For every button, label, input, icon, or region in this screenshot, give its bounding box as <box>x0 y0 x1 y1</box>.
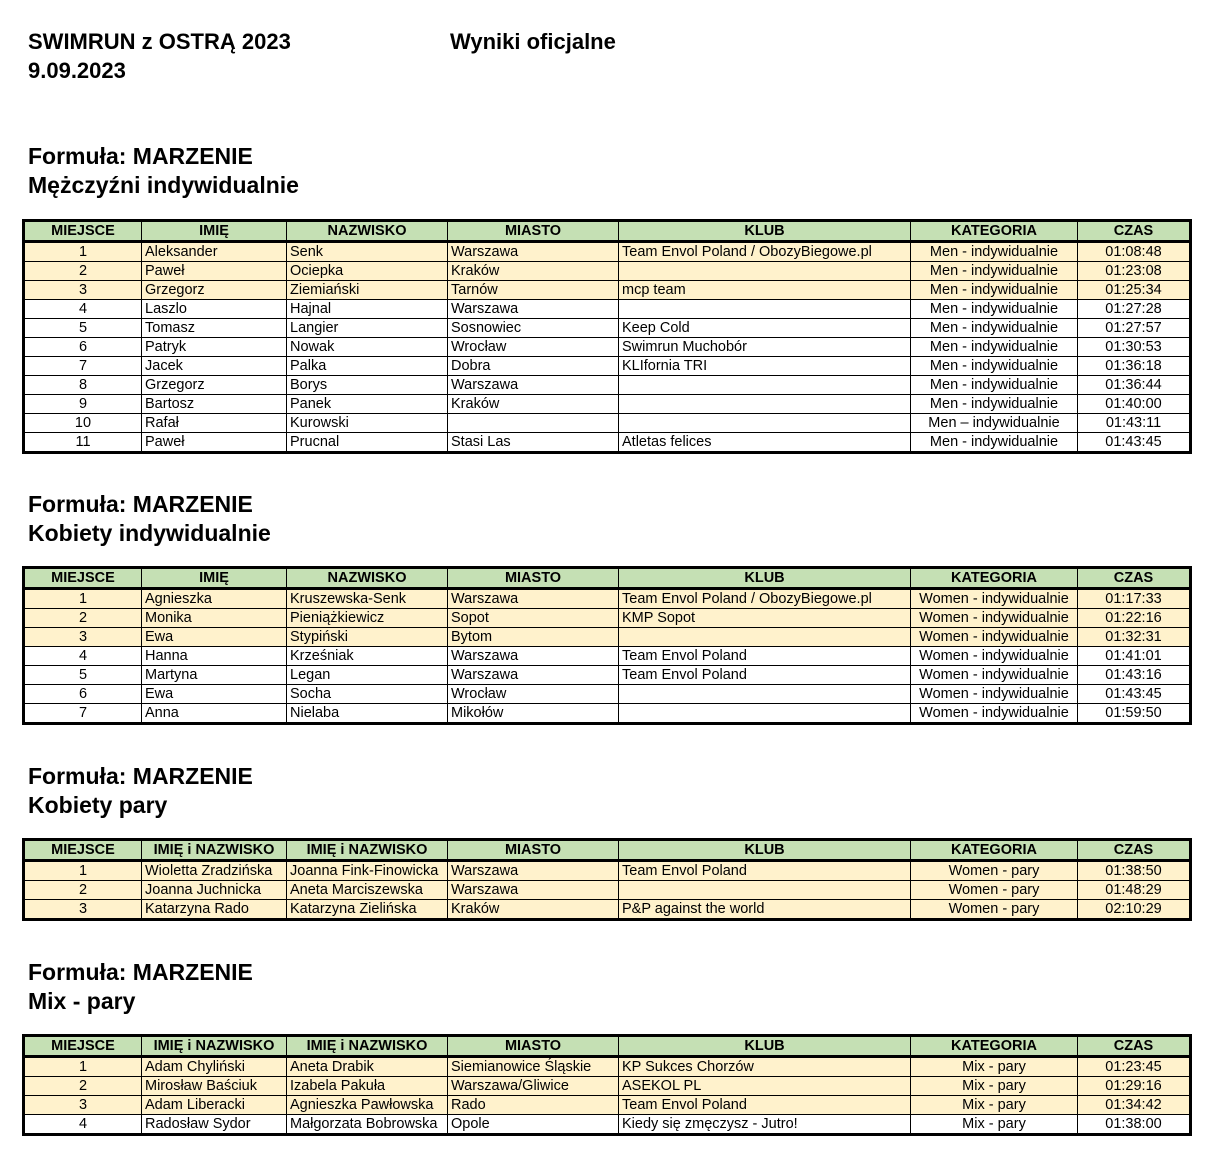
cell-time: 01:43:16 <box>1078 666 1191 685</box>
column-header-last-name: IMIĘ i NAZWISKO <box>287 1036 448 1057</box>
cell-club: Kiedy się zmęczysz - Jutro! <box>619 1115 911 1135</box>
cell-last-name: Borys <box>287 376 448 395</box>
cell-city: Sopot <box>448 609 619 628</box>
cell-category: Men - indywidualnie <box>911 357 1078 376</box>
cell-place: 3 <box>24 900 142 920</box>
cell-last-name: Prucnal <box>287 433 448 453</box>
cell-time: 01:17:33 <box>1078 589 1191 609</box>
cell-place: 6 <box>24 685 142 704</box>
cell-club: P&P against the world <box>619 900 911 920</box>
cell-city: Dobra <box>448 357 619 376</box>
table-row <box>24 900 1191 920</box>
cell-club <box>619 300 911 319</box>
cell-first-name: Adam Chyliński <box>142 1057 287 1077</box>
cell-first-name: Wioletta Zradzińska <box>142 861 287 881</box>
column-header-last-name: IMIĘ i NAZWISKO <box>287 840 448 861</box>
table-row <box>24 1057 1191 1077</box>
cell-time: 01:59:50 <box>1078 704 1191 724</box>
cell-category: Men – indywidualnie <box>911 414 1078 433</box>
cell-last-name: Małgorzata Bobrowska <box>287 1115 448 1135</box>
cell-time: 01:27:57 <box>1078 319 1191 338</box>
cell-place: 7 <box>24 704 142 724</box>
column-header-last-name: NAZWISKO <box>287 568 448 589</box>
table-row <box>24 262 1191 281</box>
column-header-club: KLUB <box>619 568 911 589</box>
cell-city: Warszawa <box>448 666 619 685</box>
cell-category: Men - indywidualnie <box>911 300 1078 319</box>
cell-time: 01:34:42 <box>1078 1096 1191 1115</box>
cell-time: 01:08:48 <box>1078 242 1191 262</box>
cell-last-name: Hajnal <box>287 300 448 319</box>
cell-first-name: Rafał <box>142 414 287 433</box>
cell-time: 02:10:29 <box>1078 900 1191 920</box>
cell-club <box>619 628 911 647</box>
cell-place: 2 <box>24 881 142 900</box>
cell-first-name: Aleksander <box>142 242 287 262</box>
cell-club: Swimrun Muchobór <box>619 338 911 357</box>
cell-city: Warszawa <box>448 881 619 900</box>
cell-category: Women - pary <box>911 900 1078 920</box>
section-formula: Formuła: MARZENIE <box>28 143 253 169</box>
cell-city: Warszawa <box>448 300 619 319</box>
section-subtitle: Kobiety pary <box>28 792 168 818</box>
cell-category: Men - indywidualnie <box>911 338 1078 357</box>
table-row <box>24 861 1191 881</box>
cell-place: 4 <box>24 1115 142 1135</box>
cell-last-name: Nielaba <box>287 704 448 724</box>
table-row <box>24 281 1191 300</box>
cell-last-name: Stypiński <box>287 628 448 647</box>
cell-city: Tarnów <box>448 281 619 300</box>
column-header-place: MIEJSCE <box>24 840 142 861</box>
cell-place: 11 <box>24 433 142 453</box>
cell-place: 8 <box>24 376 142 395</box>
results-table <box>22 838 1192 921</box>
cell-place: 3 <box>24 1096 142 1115</box>
cell-club <box>619 881 911 900</box>
table-row <box>24 376 1191 395</box>
cell-category: Women - indywidualnie <box>911 628 1078 647</box>
cell-city <box>448 414 619 433</box>
cell-club: Team Envol Poland <box>619 861 911 881</box>
cell-category: Men - indywidualnie <box>911 319 1078 338</box>
cell-city: Warszawa <box>448 376 619 395</box>
cell-category: Men - indywidualnie <box>911 433 1078 453</box>
event-title: SWIMRUN z OSTRĄ 2023 <box>28 29 291 54</box>
cell-last-name: Nowak <box>287 338 448 357</box>
column-header-time: CZAS <box>1078 221 1191 242</box>
cell-place: 5 <box>24 666 142 685</box>
table-row <box>24 319 1191 338</box>
column-header-category: KATEGORIA <box>911 568 1078 589</box>
cell-club: KP Sukces Chorzów <box>619 1057 911 1077</box>
cell-time: 01:38:50 <box>1078 861 1191 881</box>
results-table <box>22 566 1192 725</box>
cell-club <box>619 685 911 704</box>
column-header-last-name: NAZWISKO <box>287 221 448 242</box>
cell-place: 3 <box>24 281 142 300</box>
results-table <box>22 219 1192 454</box>
column-header-category: KATEGORIA <box>911 221 1078 242</box>
column-header-first-name: IMIĘ <box>142 221 287 242</box>
cell-city: Warszawa <box>448 589 619 609</box>
cell-place: 10 <box>24 414 142 433</box>
table-header-row <box>24 840 1191 861</box>
cell-club: ASEKOL PL <box>619 1077 911 1096</box>
column-header-category: KATEGORIA <box>911 1036 1078 1057</box>
cell-last-name: Kruszewska-Senk <box>287 589 448 609</box>
column-header-first-name: IMIĘ i NAZWISKO <box>142 1036 287 1057</box>
cell-last-name: Ziemiański <box>287 281 448 300</box>
cell-place: 3 <box>24 628 142 647</box>
cell-place: 4 <box>24 647 142 666</box>
column-header-place: MIEJSCE <box>24 221 142 242</box>
cell-time: 01:30:53 <box>1078 338 1191 357</box>
cell-first-name: Grzegorz <box>142 281 287 300</box>
cell-last-name: Langier <box>287 319 448 338</box>
cell-first-name: Tomasz <box>142 319 287 338</box>
cell-category: Women - pary <box>911 881 1078 900</box>
cell-time: 01:36:44 <box>1078 376 1191 395</box>
table-row <box>24 609 1191 628</box>
column-header-time: CZAS <box>1078 840 1191 861</box>
column-header-city: MIASTO <box>448 840 619 861</box>
table-row <box>24 647 1191 666</box>
cell-club: Team Envol Poland / ObozyBiegowe.pl <box>619 242 911 262</box>
cell-club: mcp team <box>619 281 911 300</box>
cell-time: 01:43:45 <box>1078 685 1191 704</box>
cell-category: Women - indywidualnie <box>911 704 1078 724</box>
column-header-place: MIEJSCE <box>24 1036 142 1057</box>
cell-category: Mix - pary <box>911 1057 1078 1077</box>
cell-first-name: Radosław Sydor <box>142 1115 287 1135</box>
column-header-time: CZAS <box>1078 568 1191 589</box>
cell-place: 6 <box>24 338 142 357</box>
column-header-club: KLUB <box>619 1036 911 1057</box>
cell-first-name: Paweł <box>142 433 287 453</box>
cell-first-name: Patryk <box>142 338 287 357</box>
column-header-place: MIEJSCE <box>24 568 142 589</box>
column-header-time: CZAS <box>1078 1036 1191 1057</box>
cell-club: Team Envol Poland <box>619 1096 911 1115</box>
cell-club: KMP Sopot <box>619 609 911 628</box>
cell-category: Mix - pary <box>911 1096 1078 1115</box>
table-row <box>24 666 1191 685</box>
cell-first-name: Hanna <box>142 647 287 666</box>
cell-city: Rado <box>448 1096 619 1115</box>
cell-category: Women - pary <box>911 861 1078 881</box>
cell-city: Warszawa/Gliwice <box>448 1077 619 1096</box>
table-header-row <box>24 568 1191 589</box>
column-header-first-name: IMIĘ <box>142 568 287 589</box>
cell-club: Team Envol Poland <box>619 666 911 685</box>
cell-category: Men - indywidualnie <box>911 281 1078 300</box>
column-header-club: KLUB <box>619 840 911 861</box>
cell-last-name: Panek <box>287 395 448 414</box>
cell-city: Warszawa <box>448 647 619 666</box>
cell-category: Men - indywidualnie <box>911 376 1078 395</box>
cell-city: Mikołów <box>448 704 619 724</box>
cell-last-name: Senk <box>287 242 448 262</box>
section-subtitle: Mężczyźni indywidualnie <box>28 172 299 198</box>
table-row <box>24 685 1191 704</box>
cell-first-name: Laszlo <box>142 300 287 319</box>
cell-last-name: Socha <box>287 685 448 704</box>
cell-club <box>619 414 911 433</box>
cell-time: 01:23:45 <box>1078 1057 1191 1077</box>
cell-place: 2 <box>24 609 142 628</box>
table-row <box>24 628 1191 647</box>
results-status: Wyniki oficjalne <box>450 29 616 54</box>
cell-city: Sosnowiec <box>448 319 619 338</box>
cell-city: Stasi Las <box>448 433 619 453</box>
column-header-category: KATEGORIA <box>911 840 1078 861</box>
table-row <box>24 433 1191 453</box>
cell-category: Mix - pary <box>911 1077 1078 1096</box>
cell-category: Men - indywidualnie <box>911 395 1078 414</box>
cell-club <box>619 704 911 724</box>
results-table <box>22 1034 1192 1136</box>
cell-category: Mix - pary <box>911 1115 1078 1135</box>
cell-last-name: Ociepka <box>287 262 448 281</box>
cell-city: Siemianowice Śląskie <box>448 1057 619 1077</box>
cell-category: Women - indywidualnie <box>911 685 1078 704</box>
cell-last-name: Kurowski <box>287 414 448 433</box>
cell-last-name: Pieniążkiewicz <box>287 609 448 628</box>
cell-city: Bytom <box>448 628 619 647</box>
cell-time: 01:40:00 <box>1078 395 1191 414</box>
table-row <box>24 589 1191 609</box>
cell-place: 1 <box>24 242 142 262</box>
cell-first-name: Ewa <box>142 628 287 647</box>
cell-club: Atletas felices <box>619 433 911 453</box>
cell-last-name: Krześniak <box>287 647 448 666</box>
cell-place: 7 <box>24 357 142 376</box>
cell-first-name: Bartosz <box>142 395 287 414</box>
section-subtitle: Mix - pary <box>28 988 136 1014</box>
cell-first-name: Agnieszka <box>142 589 287 609</box>
cell-city: Kraków <box>448 900 619 920</box>
cell-time: 01:41:01 <box>1078 647 1191 666</box>
table-row <box>24 1115 1191 1135</box>
column-header-city: MIASTO <box>448 1036 619 1057</box>
section-subtitle: Kobiety indywidualnie <box>28 520 271 546</box>
cell-first-name: Adam Liberacki <box>142 1096 287 1115</box>
table-row <box>24 242 1191 262</box>
cell-place: 4 <box>24 300 142 319</box>
cell-first-name: Grzegorz <box>142 376 287 395</box>
cell-time: 01:43:11 <box>1078 414 1191 433</box>
cell-time: 01:48:29 <box>1078 881 1191 900</box>
cell-category: Men - indywidualnie <box>911 262 1078 281</box>
cell-place: 1 <box>24 861 142 881</box>
cell-first-name: Paweł <box>142 262 287 281</box>
table-header-row <box>24 221 1191 242</box>
cell-time: 01:29:16 <box>1078 1077 1191 1096</box>
cell-place: 1 <box>24 1057 142 1077</box>
table-header-row <box>24 1036 1191 1057</box>
cell-time: 01:25:34 <box>1078 281 1191 300</box>
cell-time: 01:38:00 <box>1078 1115 1191 1135</box>
cell-category: Women - indywidualnie <box>911 589 1078 609</box>
cell-first-name: Jacek <box>142 357 287 376</box>
table-row <box>24 1077 1191 1096</box>
cell-first-name: Joanna Juchnicka <box>142 881 287 900</box>
section-formula: Formuła: MARZENIE <box>28 959 253 985</box>
cell-first-name: Monika <box>142 609 287 628</box>
cell-club <box>619 395 911 414</box>
cell-last-name: Katarzyna Zielińska <box>287 900 448 920</box>
event-date: 9.09.2023 <box>28 58 126 83</box>
cell-time: 01:43:45 <box>1078 433 1191 453</box>
table-row <box>24 338 1191 357</box>
cell-last-name: Izabela Pakuła <box>287 1077 448 1096</box>
cell-city: Wrocław <box>448 685 619 704</box>
table-row <box>24 357 1191 376</box>
cell-place: 2 <box>24 1077 142 1096</box>
column-header-club: KLUB <box>619 221 911 242</box>
column-header-city: MIASTO <box>448 221 619 242</box>
table-row <box>24 414 1191 433</box>
cell-category: Women - indywidualnie <box>911 609 1078 628</box>
section-formula: Formuła: MARZENIE <box>28 763 253 789</box>
table-row <box>24 300 1191 319</box>
cell-city: Kraków <box>448 395 619 414</box>
cell-city: Wrocław <box>448 338 619 357</box>
cell-place: 2 <box>24 262 142 281</box>
cell-first-name: Mirosław Baściuk <box>142 1077 287 1096</box>
cell-place: 1 <box>24 589 142 609</box>
cell-first-name: Anna <box>142 704 287 724</box>
cell-time: 01:23:08 <box>1078 262 1191 281</box>
cell-club <box>619 376 911 395</box>
table-row <box>24 881 1191 900</box>
cell-time: 01:22:16 <box>1078 609 1191 628</box>
cell-time: 01:36:18 <box>1078 357 1191 376</box>
cell-city: Warszawa <box>448 861 619 881</box>
cell-time: 01:27:28 <box>1078 300 1191 319</box>
cell-last-name: Palka <box>287 357 448 376</box>
cell-place: 9 <box>24 395 142 414</box>
column-header-city: MIASTO <box>448 568 619 589</box>
cell-city: Opole <box>448 1115 619 1135</box>
table-row <box>24 704 1191 724</box>
cell-category: Men - indywidualnie <box>911 242 1078 262</box>
cell-club: Team Envol Poland <box>619 647 911 666</box>
cell-club: Team Envol Poland / ObozyBiegowe.pl <box>619 589 911 609</box>
cell-category: Women - indywidualnie <box>911 666 1078 685</box>
cell-place: 5 <box>24 319 142 338</box>
cell-category: Women - indywidualnie <box>911 647 1078 666</box>
cell-first-name: Katarzyna Rado <box>142 900 287 920</box>
cell-city: Warszawa <box>448 242 619 262</box>
cell-last-name: Legan <box>287 666 448 685</box>
table-row <box>24 1096 1191 1115</box>
cell-club <box>619 262 911 281</box>
section-formula: Formuła: MARZENIE <box>28 491 253 517</box>
cell-first-name: Ewa <box>142 685 287 704</box>
cell-last-name: Agnieszka Pawłowska <box>287 1096 448 1115</box>
cell-city: Kraków <box>448 262 619 281</box>
cell-last-name: Aneta Marciszewska <box>287 881 448 900</box>
column-header-first-name: IMIĘ i NAZWISKO <box>142 840 287 861</box>
cell-club: Keep Cold <box>619 319 911 338</box>
cell-time: 01:32:31 <box>1078 628 1191 647</box>
cell-club: KLIfornia TRI <box>619 357 911 376</box>
cell-last-name: Aneta Drabik <box>287 1057 448 1077</box>
cell-last-name: Joanna Fink-Finowicka <box>287 861 448 881</box>
table-row <box>24 395 1191 414</box>
cell-first-name: Martyna <box>142 666 287 685</box>
